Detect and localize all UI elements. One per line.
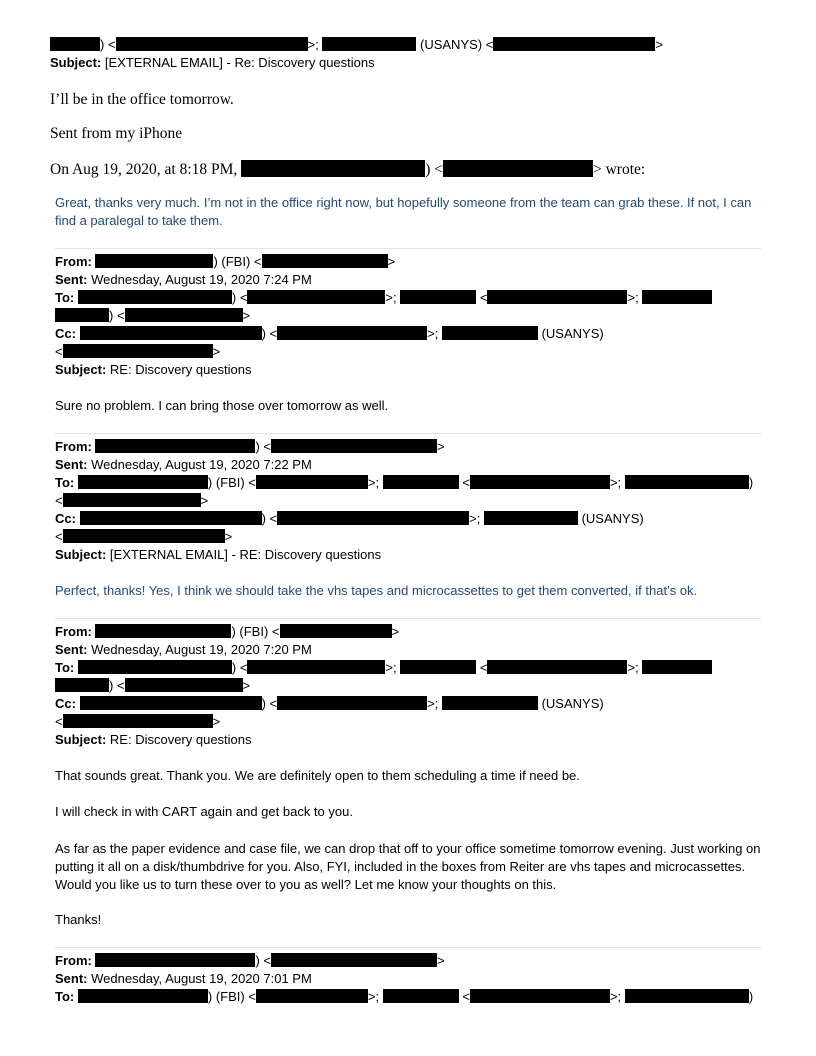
email-b-sent: Sent: Wednesday, August 19, 2020 7:22 PM bbox=[55, 457, 312, 472]
email-b-cc: Cc: ) < >; (USANYS) bbox=[55, 511, 644, 526]
email-b-subject: Subject: [EXTERNAL EMAIL] - RE: Discovery questions bbox=[55, 547, 382, 562]
redaction-block bbox=[625, 989, 749, 1003]
redaction-block bbox=[642, 290, 712, 304]
reply-line-signature: Sent from my iPhone bbox=[50, 125, 183, 142]
email-c-body-4: Thanks! bbox=[55, 912, 102, 927]
redaction-block bbox=[116, 37, 308, 51]
redaction-block bbox=[78, 989, 208, 1003]
subject-text: [EXTERNAL EMAIL] - Re: Discovery questions bbox=[101, 55, 375, 70]
email-c-cc-cont: < > bbox=[55, 714, 221, 729]
redaction-block bbox=[442, 326, 538, 340]
reply-line-office: I’ll be in the office tomorrow. bbox=[50, 91, 234, 108]
redaction-block bbox=[247, 660, 385, 674]
redaction-block bbox=[95, 624, 231, 638]
redaction-block bbox=[55, 308, 109, 322]
email-d-from: From: ) < > bbox=[55, 953, 445, 968]
redaction-block bbox=[125, 308, 243, 322]
redaction-block bbox=[493, 37, 655, 51]
redaction-block bbox=[50, 37, 100, 51]
email-a-sent: Sent: Wednesday, August 19, 2020 7:24 PM bbox=[55, 272, 312, 287]
email-c-body-3: As far as the paper evidence and case file, we can drop that off to your office sometime tomorrow evening. Just working on putting it all on a disk/thumbdrive for you. Also, FYI, included in the boxes from Reiter are vhs tapes and microcassettes. Would you like us to turn these over to you as well? Let me know your thoughts on this. bbox=[55, 841, 761, 892]
redaction-block bbox=[256, 989, 368, 1003]
email-a-from: From: ) (FBI) < > bbox=[55, 254, 396, 269]
redaction-block bbox=[78, 475, 208, 489]
email-a-to-cont: ) < > bbox=[55, 308, 250, 323]
redaction-block bbox=[487, 660, 627, 674]
redaction-block bbox=[277, 696, 427, 710]
redaction-block bbox=[78, 290, 232, 304]
redaction-block bbox=[400, 660, 476, 674]
email-a-body: Sure no problem. I can bring those over tomorrow as well. bbox=[55, 398, 389, 413]
message-divider bbox=[55, 433, 761, 434]
email-d-sent: Sent: Wednesday, August 19, 2020 7:01 PM bbox=[55, 971, 312, 986]
email-a-cc: Cc: ) < >; (USANYS) bbox=[55, 326, 604, 341]
email-b-to: To: ) (FBI) < >; < >; ) bbox=[55, 475, 754, 490]
redaction-block bbox=[63, 493, 201, 507]
email-c-sent: Sent: Wednesday, August 19, 2020 7:20 PM bbox=[55, 642, 312, 657]
message-divider bbox=[55, 248, 761, 249]
email-c-subject: Subject: RE: Discovery questions bbox=[55, 732, 252, 747]
redaction-block bbox=[443, 160, 593, 177]
email-b-from: From: ) < > bbox=[55, 439, 445, 454]
redaction-block bbox=[125, 678, 243, 692]
email-a-to: To: ) < >; < >; bbox=[55, 290, 712, 305]
redaction-block bbox=[95, 254, 213, 268]
email-b-to-cont: < > bbox=[55, 493, 209, 508]
redaction-block bbox=[55, 678, 109, 692]
header-address-line: ) < >; (USANYS) < > bbox=[50, 37, 663, 52]
redaction-block bbox=[442, 696, 538, 710]
header-subject-line bbox=[50, 55, 375, 70]
redaction-block bbox=[383, 475, 459, 489]
message-divider bbox=[55, 618, 761, 619]
redaction-block bbox=[63, 344, 213, 358]
redaction-block bbox=[80, 511, 262, 525]
redaction-block bbox=[280, 624, 392, 638]
redaction-block bbox=[470, 475, 610, 489]
redaction-block bbox=[78, 660, 232, 674]
redaction-block bbox=[256, 475, 368, 489]
redaction-block bbox=[277, 326, 427, 340]
redaction-block bbox=[262, 254, 388, 268]
redaction-block bbox=[470, 989, 610, 1003]
redaction-block bbox=[277, 511, 469, 525]
email-c-cc: Cc: ) < >; (USANYS) bbox=[55, 696, 604, 711]
quoted-message-body: Great, thanks very much. I’m not in the office right now, but hopefully someone from the team can grab these. If not, I can find a paralegal to take them. bbox=[55, 195, 752, 228]
redaction-block bbox=[80, 696, 262, 710]
message-divider bbox=[55, 947, 761, 948]
email-a-cc-cont: < > bbox=[55, 344, 221, 359]
redaction-block bbox=[95, 953, 255, 967]
redaction-block bbox=[383, 989, 459, 1003]
redaction-block bbox=[63, 714, 213, 728]
email-b-body: Perfect, thanks! Yes, I think we should take the vhs tapes and microcassettes to get them converted, if that’s ok. bbox=[55, 583, 698, 598]
redaction-block bbox=[400, 290, 476, 304]
email-a-subject: Subject: RE: Discovery questions bbox=[55, 362, 252, 377]
redaction-block bbox=[487, 290, 627, 304]
email-c-to: To: ) < >; < >; bbox=[55, 660, 712, 675]
redaction-block bbox=[642, 660, 712, 674]
subject-label: Subject: bbox=[50, 55, 102, 70]
reply-attribution-line: On Aug 19, 2020, at 8:18 PM, ) < > wrote: bbox=[50, 161, 646, 178]
email-b-cc-cont: < > bbox=[55, 529, 233, 544]
email-c-to-cont: ) < > bbox=[55, 678, 250, 693]
email-c-body-2: I will check in with CART again and get back to you. bbox=[55, 804, 353, 819]
redaction-block bbox=[241, 160, 425, 177]
redaction-block bbox=[271, 953, 437, 967]
redaction-block bbox=[484, 511, 578, 525]
redaction-block bbox=[63, 529, 225, 543]
redaction-block bbox=[247, 290, 385, 304]
email-d-to: To: ) (FBI) < >; < >; ) bbox=[55, 989, 754, 1004]
redaction-block bbox=[322, 37, 416, 51]
email-c-from: From: ) (FBI) < > bbox=[55, 624, 400, 639]
redaction-block bbox=[271, 439, 437, 453]
email-c-body-1: That sounds great. Thank you. We are definitely open to them scheduling a time if need be. bbox=[55, 768, 580, 783]
redaction-block bbox=[625, 475, 749, 489]
redaction-block bbox=[95, 439, 255, 453]
redaction-block bbox=[80, 326, 262, 340]
